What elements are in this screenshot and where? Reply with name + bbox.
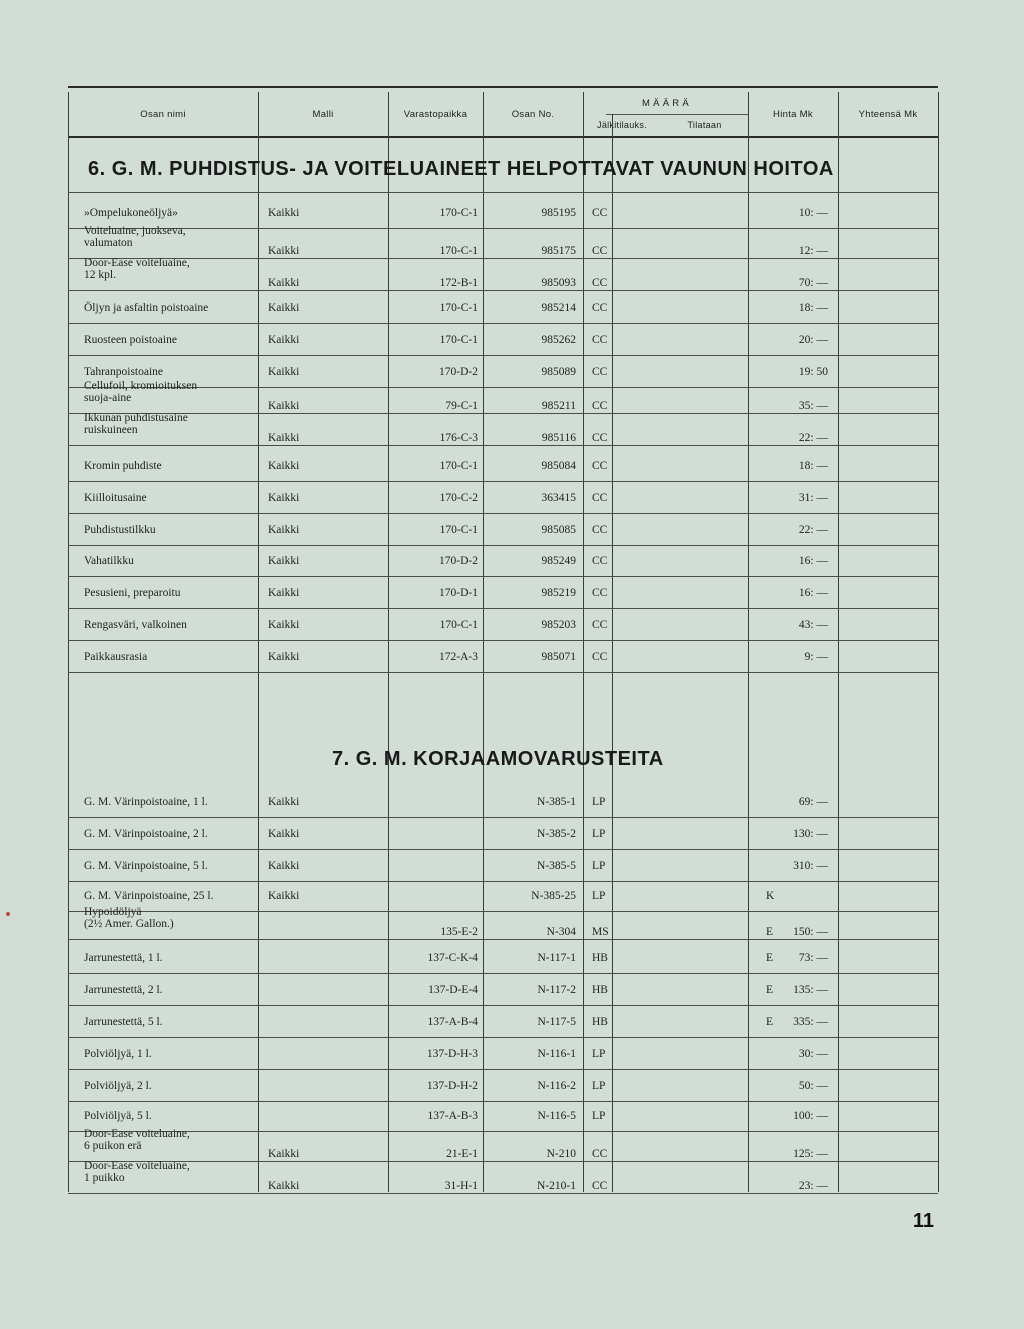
item-varastopaikka: 137-D-E-4 bbox=[428, 984, 478, 996]
item-varastopaikka: 170-D-2 bbox=[439, 555, 478, 567]
item-jalkitilauks: CC bbox=[592, 555, 608, 567]
table-row bbox=[68, 784, 938, 814]
item-hinta: 22: — bbox=[798, 432, 828, 444]
table-row bbox=[68, 543, 938, 573]
item-name: Ruosteen poistoaine bbox=[84, 334, 177, 346]
item-hinta: 310: — bbox=[793, 860, 828, 872]
table-header bbox=[68, 92, 938, 138]
header-tilataan: Tilataan bbox=[687, 120, 722, 130]
item-osan-no: N-304 bbox=[546, 926, 576, 938]
header-jalkitilauks: Jälkitilauks. bbox=[597, 120, 647, 130]
header-osan-nimi: Osan nimi bbox=[140, 108, 186, 120]
item-jalkitilauks: CC bbox=[592, 207, 608, 219]
item-jalkitilauks: CC bbox=[592, 651, 608, 663]
item-osan-no: N-210-1 bbox=[537, 1180, 576, 1192]
item-varastopaikka: 170-C-1 bbox=[439, 245, 478, 257]
item-malli: Kaikki bbox=[268, 400, 300, 412]
item-name: Door-Ease voiteluaine, 6 puikon erä bbox=[84, 1128, 190, 1152]
item-name: Öljyn ja asfaltin poistoaine bbox=[84, 302, 209, 314]
item-jalkitilauks: LP bbox=[592, 860, 606, 872]
col-line bbox=[938, 92, 939, 1192]
row-line bbox=[68, 672, 938, 673]
item-name: G. M. Värinpoistoaine, 1 l. bbox=[84, 796, 208, 808]
item-osan-no: N-385-5 bbox=[537, 860, 576, 872]
item-name: Ikkunan puhdistusaine ruiskuineen bbox=[84, 412, 188, 436]
table-row bbox=[68, 512, 938, 542]
item-jalkitilauks: LP bbox=[592, 1080, 606, 1092]
table-row bbox=[68, 816, 938, 846]
item-varastopaikka: 170-C-1 bbox=[439, 619, 478, 631]
item-hinta: 18: — bbox=[798, 302, 828, 314]
table-row bbox=[68, 1068, 938, 1098]
table-row bbox=[68, 575, 938, 605]
item-jalkitilauks: CC bbox=[592, 587, 608, 599]
item-malli: Kaikki bbox=[268, 277, 300, 289]
item-flag: E bbox=[766, 952, 774, 964]
item-osan-no: N-385-25 bbox=[531, 890, 576, 902]
item-varastopaikka: 170-C-2 bbox=[439, 492, 478, 504]
item-hinta: 43: — bbox=[798, 619, 828, 631]
item-hinta: 31: — bbox=[798, 492, 828, 504]
item-hinta: 73: — bbox=[798, 952, 828, 964]
item-name: G. M. Värinpoistoaine, 2 l. bbox=[84, 828, 208, 840]
item-osan-no: 985219 bbox=[541, 587, 576, 599]
item-hinta: 23: — bbox=[798, 1180, 828, 1192]
item-osan-no: 985214 bbox=[541, 302, 576, 314]
item-flag: E bbox=[766, 1016, 774, 1028]
table-row bbox=[68, 1160, 938, 1190]
item-flag: E bbox=[766, 984, 774, 996]
item-name: G. M. Värinpoistoaine, 25 l. bbox=[84, 890, 214, 902]
item-name: Puhdistustilkku bbox=[84, 524, 156, 536]
header-varastopaikka: Varastopaikka bbox=[403, 108, 468, 120]
item-varastopaikka: 170-D-2 bbox=[439, 366, 478, 378]
item-malli: Kaikki bbox=[268, 302, 300, 314]
table-row bbox=[68, 607, 938, 637]
table-row bbox=[68, 940, 938, 970]
item-jalkitilauks: CC bbox=[592, 1148, 608, 1160]
item-osan-no: N-210 bbox=[546, 1148, 576, 1160]
item-name: Tahranpoistoaine bbox=[84, 366, 164, 378]
item-varastopaikka: 137-C-K-4 bbox=[427, 952, 478, 964]
item-varastopaikka: 170-C-1 bbox=[439, 207, 478, 219]
item-osan-no: 985116 bbox=[541, 432, 576, 444]
item-name: Polviöljyä, 1 l. bbox=[84, 1048, 152, 1060]
item-hinta: 35: — bbox=[798, 400, 828, 412]
item-osan-no: 985071 bbox=[541, 651, 576, 663]
table-row bbox=[68, 878, 938, 908]
item-jalkitilauks: CC bbox=[592, 400, 608, 412]
item-varastopaikka: 135-E-2 bbox=[440, 926, 478, 938]
item-jalkitilauks: CC bbox=[592, 302, 608, 314]
item-name: Pesusieni, preparoitu bbox=[84, 587, 181, 599]
header-maara: M Ä Ä R Ä bbox=[641, 97, 690, 109]
item-jalkitilauks: HB bbox=[592, 952, 608, 964]
item-osan-no: 985195 bbox=[541, 207, 576, 219]
item-varastopaikka: 176-C-3 bbox=[439, 432, 478, 444]
item-malli: Kaikki bbox=[268, 619, 300, 631]
item-name: Polviöljyä, 5 l. bbox=[84, 1110, 152, 1122]
table-row bbox=[68, 412, 938, 442]
item-varastopaikka: 137-A-B-4 bbox=[427, 1016, 478, 1028]
item-osan-no: 985089 bbox=[541, 366, 576, 378]
item-malli: Kaikki bbox=[268, 460, 300, 472]
item-name: Door-Ease voiteluaine, 12 kpl. bbox=[84, 257, 190, 281]
table-row bbox=[68, 906, 938, 936]
item-jalkitilauks: CC bbox=[592, 524, 608, 536]
item-hinta: 69: — bbox=[798, 796, 828, 808]
item-malli: Kaikki bbox=[268, 651, 300, 663]
item-name: Kromin puhdiste bbox=[84, 460, 162, 472]
table-row bbox=[68, 1036, 938, 1066]
table-row bbox=[68, 322, 938, 352]
item-hinta: 10: — bbox=[798, 207, 828, 219]
item-malli: Kaikki bbox=[268, 366, 300, 378]
item-varastopaikka: 172-B-1 bbox=[439, 277, 478, 289]
item-malli: Kaikki bbox=[268, 890, 300, 902]
item-osan-no: 363415 bbox=[541, 492, 576, 504]
top-rule bbox=[68, 86, 938, 88]
table-row bbox=[68, 1128, 938, 1158]
item-jalkitilauks: CC bbox=[592, 460, 608, 472]
item-name: Cellufoil, kromioituksen suoja-aine bbox=[84, 380, 198, 404]
item-malli: Kaikki bbox=[268, 555, 300, 567]
item-jalkitilauks: LP bbox=[592, 1110, 606, 1122]
table-row bbox=[68, 480, 938, 510]
item-name: Rengasväri, valkoinen bbox=[84, 619, 187, 631]
item-jalkitilauks: CC bbox=[592, 619, 608, 631]
item-osan-no: N-116-5 bbox=[537, 1110, 576, 1122]
item-malli: Kaikki bbox=[268, 796, 300, 808]
item-jalkitilauks: CC bbox=[592, 277, 608, 289]
item-flag: E bbox=[766, 926, 774, 938]
item-hinta: 16: — bbox=[798, 555, 828, 567]
item-jalkitilauks: HB bbox=[592, 984, 608, 996]
item-name: Jarrunestettä, 2 l. bbox=[84, 984, 163, 996]
item-malli: Kaikki bbox=[268, 432, 300, 444]
table-row bbox=[68, 380, 938, 410]
row-line bbox=[68, 192, 938, 193]
item-hinta: 16: — bbox=[798, 587, 828, 599]
row-line bbox=[68, 1193, 938, 1194]
item-osan-no: 985203 bbox=[541, 619, 576, 631]
item-varastopaikka: 137-D-H-2 bbox=[426, 1080, 478, 1092]
item-jalkitilauks: MS bbox=[592, 926, 609, 938]
section-6-title: 6. G. M. PUHDISTUS- JA VOITELUAINEET HELPOTTAVAT VAUNUN HOITOA bbox=[88, 158, 834, 180]
item-malli: Kaikki bbox=[268, 524, 300, 536]
item-varastopaikka: 79-C-1 bbox=[445, 400, 478, 412]
item-name: G. M. Värinpoistoaine, 5 l. bbox=[84, 860, 208, 872]
item-name: »Ompelukoneöljyä» bbox=[84, 207, 178, 219]
item-hinta: 150: — bbox=[793, 926, 828, 938]
item-name: Door-Ease voiteluaine, 1 puikko bbox=[84, 1160, 190, 1184]
item-osan-no: N-116-1 bbox=[537, 1048, 576, 1060]
item-hinta: 20: — bbox=[798, 334, 828, 346]
item-hinta: 18: — bbox=[798, 460, 828, 472]
item-osan-no: N-117-1 bbox=[537, 952, 576, 964]
item-hinta: 30: — bbox=[798, 1048, 828, 1060]
table-row bbox=[68, 195, 938, 225]
item-malli: Kaikki bbox=[268, 492, 300, 504]
item-jalkitilauks: CC bbox=[592, 245, 608, 257]
item-name: Jarrunestettä, 5 l. bbox=[84, 1016, 163, 1028]
item-name: Hypoidöljyä (2½ Amer. Gallon.) bbox=[84, 906, 174, 930]
item-jalkitilauks: CC bbox=[592, 1180, 608, 1192]
item-hinta: 335: — bbox=[793, 1016, 828, 1028]
item-jalkitilauks: LP bbox=[592, 828, 606, 840]
header-hinta: Hinta Mk bbox=[773, 108, 813, 120]
item-varastopaikka: 170-C-1 bbox=[439, 334, 478, 346]
item-varastopaikka: 170-C-1 bbox=[439, 524, 478, 536]
item-osan-no: N-116-2 bbox=[537, 1080, 576, 1092]
item-malli: Kaikki bbox=[268, 245, 300, 257]
item-jalkitilauks: LP bbox=[592, 890, 606, 902]
maara-divider bbox=[606, 114, 748, 115]
item-varastopaikka: 172-A-3 bbox=[439, 651, 478, 663]
item-jalkitilauks: HB bbox=[592, 1016, 608, 1028]
item-osan-no: 985262 bbox=[541, 334, 576, 346]
item-osan-no: 985085 bbox=[541, 524, 576, 536]
item-varastopaikka: 170-C-1 bbox=[439, 460, 478, 472]
item-malli: Kaikki bbox=[268, 587, 300, 599]
item-flag: K bbox=[766, 890, 775, 902]
item-jalkitilauks: CC bbox=[592, 432, 608, 444]
item-malli: Kaikki bbox=[268, 1180, 300, 1192]
item-varastopaikka: 170-D-1 bbox=[439, 587, 478, 599]
item-name: Jarrunestettä, 1 l. bbox=[84, 952, 163, 964]
item-osan-no: N-117-5 bbox=[537, 1016, 576, 1028]
item-malli: Kaikki bbox=[268, 860, 300, 872]
item-osan-no: 985093 bbox=[541, 277, 576, 289]
item-malli: Kaikki bbox=[268, 207, 300, 219]
item-hinta: 135: — bbox=[793, 984, 828, 996]
margin-mark bbox=[6, 912, 10, 916]
item-name: Polviöljyä, 2 l. bbox=[84, 1080, 152, 1092]
item-jalkitilauks: CC bbox=[592, 366, 608, 378]
section-7-title: 7. G. M. KORJAAMOVARUSTEITA bbox=[332, 748, 664, 770]
item-malli: Kaikki bbox=[268, 334, 300, 346]
item-hinta: 100: — bbox=[793, 1110, 828, 1122]
item-hinta: 9: — bbox=[804, 651, 828, 663]
item-name: Voiteluaine, juokseva, valumaton bbox=[84, 225, 186, 249]
header-osan-no: Osan No. bbox=[511, 108, 555, 120]
header-malli: Malli bbox=[312, 108, 334, 120]
table-row bbox=[68, 972, 938, 1002]
item-name: Vahatilkku bbox=[84, 555, 134, 567]
item-hinta: 12: — bbox=[798, 245, 828, 257]
item-jalkitilauks: CC bbox=[592, 334, 608, 346]
item-hinta: 125: — bbox=[793, 1148, 828, 1160]
table-row bbox=[68, 1004, 938, 1034]
item-hinta: 22: — bbox=[798, 524, 828, 536]
row-line bbox=[68, 445, 938, 446]
table-row bbox=[68, 448, 938, 478]
item-varastopaikka: 137-D-H-3 bbox=[426, 1048, 478, 1060]
item-varastopaikka: 21-E-1 bbox=[446, 1148, 478, 1160]
item-name: Kiilloitusaine bbox=[84, 492, 147, 504]
item-hinta: 19: 50 bbox=[798, 366, 828, 378]
item-osan-no: 985084 bbox=[541, 460, 576, 472]
table-row bbox=[68, 639, 938, 669]
item-jalkitilauks: CC bbox=[592, 492, 608, 504]
item-osan-no: 985211 bbox=[541, 400, 576, 412]
item-hinta: 50: — bbox=[798, 1080, 828, 1092]
table-row bbox=[68, 225, 938, 255]
table-row bbox=[68, 848, 938, 878]
item-varastopaikka: 31-H-1 bbox=[444, 1180, 478, 1192]
item-osan-no: N-385-2 bbox=[537, 828, 576, 840]
item-jalkitilauks: LP bbox=[592, 796, 606, 808]
page-number: 11 bbox=[912, 1210, 934, 1232]
table-row bbox=[68, 257, 938, 287]
item-osan-no: 985249 bbox=[541, 555, 576, 567]
item-varastopaikka: 137-A-B-3 bbox=[427, 1110, 478, 1122]
item-osan-no: N-385-1 bbox=[537, 796, 576, 808]
item-malli: Kaikki bbox=[268, 828, 300, 840]
item-jalkitilauks: LP bbox=[592, 1048, 606, 1060]
item-malli: Kaikki bbox=[268, 1148, 300, 1160]
item-varastopaikka: 170-C-1 bbox=[439, 302, 478, 314]
item-osan-no: 985175 bbox=[541, 245, 576, 257]
item-hinta: 130: — bbox=[793, 828, 828, 840]
item-name: Paikkausrasia bbox=[84, 651, 148, 663]
table-row bbox=[68, 1098, 938, 1128]
table-row bbox=[68, 290, 938, 320]
item-hinta: 70: — bbox=[798, 277, 828, 289]
header-yhteensa: Yhteensä Mk bbox=[858, 108, 918, 120]
item-osan-no: N-117-2 bbox=[537, 984, 576, 996]
